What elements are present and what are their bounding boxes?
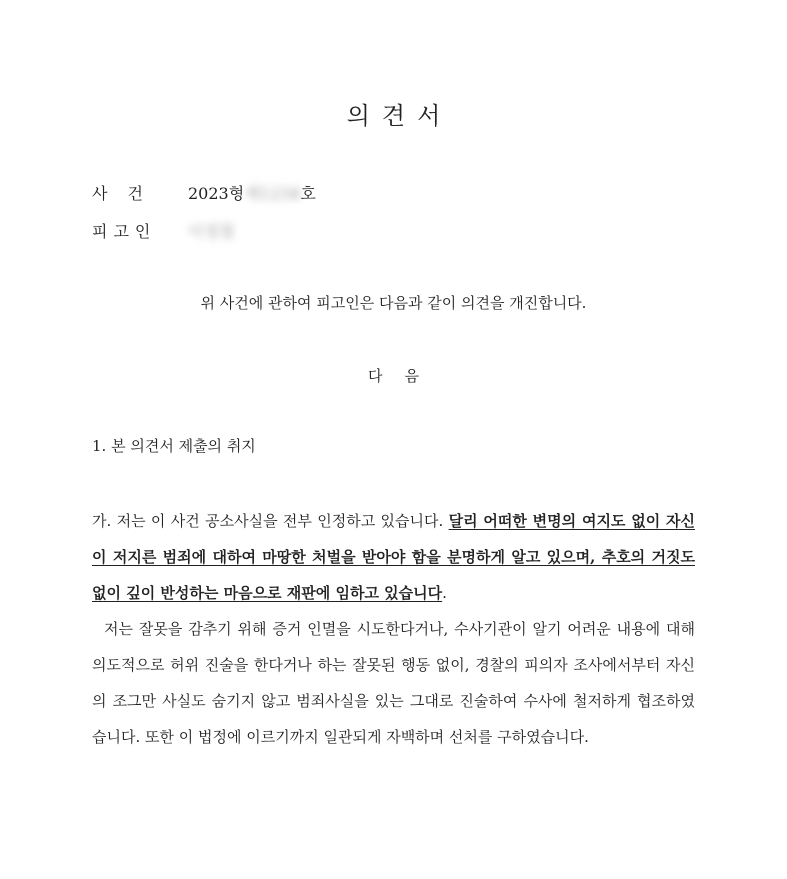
case-number-prefix: 2023형: [188, 184, 245, 203]
case-number-redacted: 제1234: [244, 184, 301, 203]
paragraph-ga: [92, 503, 695, 611]
paragraph-cooperation: 저는 잘못을 감추기 위해 증거 인멸을 시도한다거나, 수사기관이 알기 어려운 내용에 대해 의도적으로 허위 진술을 한다거나 하는 잘못된 행동 없이, 경찰의 피의자 조사에서부터 자신의 조그만 사실도 숨기지 않고 범죄사실을 있는 그대로 진술하여 수사에 철저하게 협조하였습니다. 또한 이 법정에 이르기까지 일관되게 자백하며 선처를 구하였습니다.: [92, 620, 695, 746]
intro-sentence: 위 사건에 관하여 피고인은 다음과 같이 의견을 개진합니다.: [200, 294, 587, 312]
defendant-row: [92, 220, 234, 244]
da-eum-heading: 다음: [368, 367, 441, 385]
paragraph-ga-emphasis: 달리 어떠한 변명의 여지도 없이 자신이 저지른 범죄에 대하여 마땅한 처벌을 받아야 함을 분명하게 알고 있으며, 추호의 거짓도 없이 깊이 반성하는 마음으로 재판에 임하고 있습니다: [92, 512, 695, 602]
paragraph-ga-end: .: [442, 584, 447, 602]
defendant-label: 피고인: [92, 222, 157, 241]
defendant-name-redacted: 이정철: [188, 222, 235, 241]
section-heading: 1. 본 의견서 제출의 취지: [92, 437, 256, 455]
case-label: 사건: [92, 184, 163, 203]
document-title: 의견서: [346, 102, 453, 130]
case-number-suffix: 호: [300, 184, 316, 203]
case-row: [92, 182, 316, 206]
paragraph-ga-plain: 가. 저는 이 사건 공소사실을 전부 인정하고 있습니다.: [92, 512, 449, 530]
section-body: [92, 503, 695, 755]
